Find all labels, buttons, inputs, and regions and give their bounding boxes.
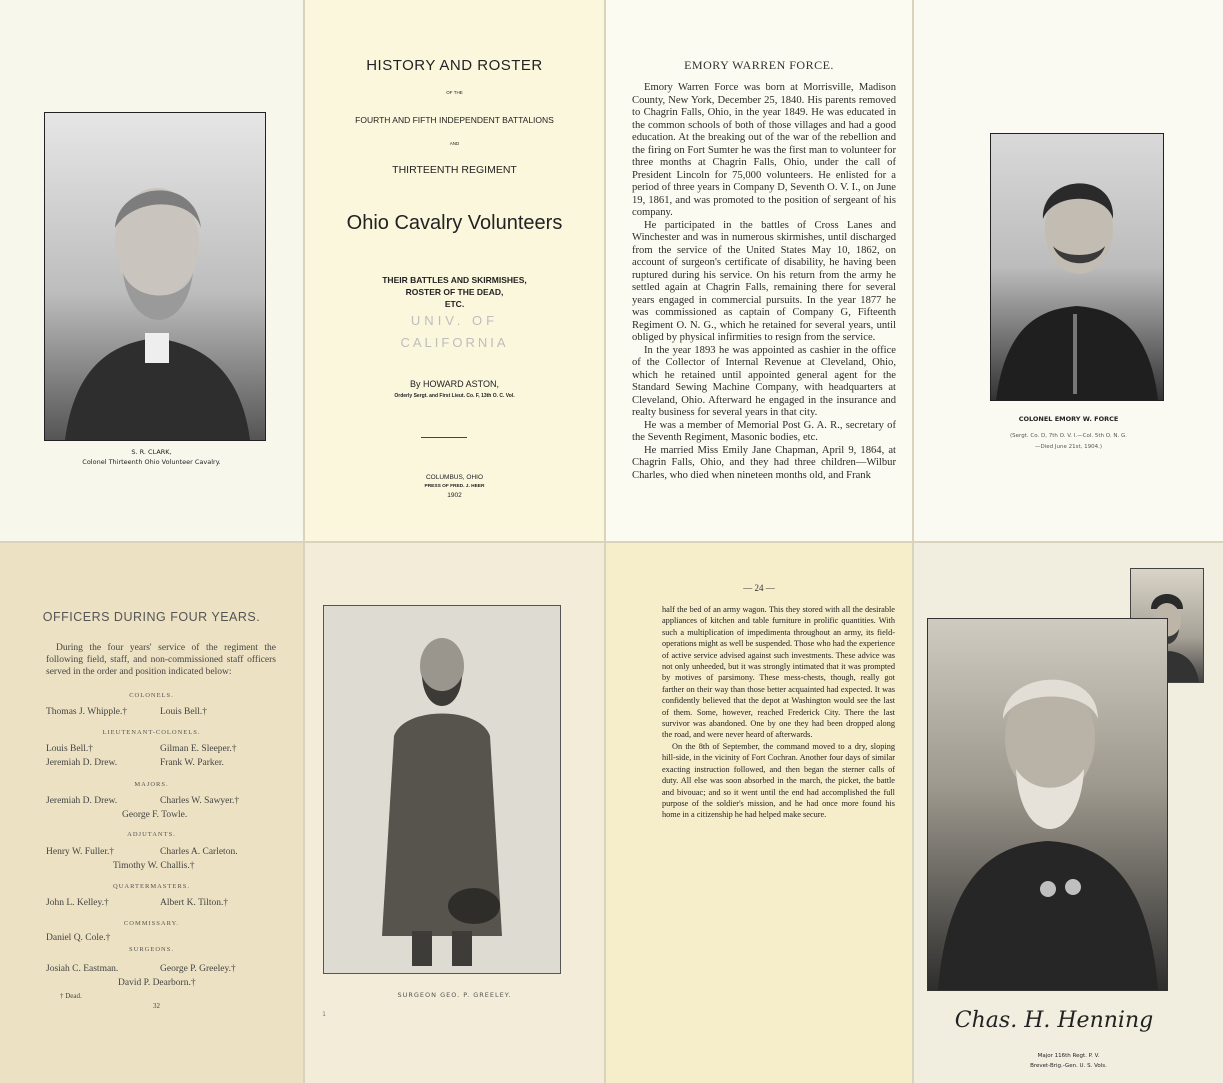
author-rank: Orderly Sergt. and First Lieut. Co. F, 13th O. C. Vol. (394, 393, 515, 399)
clark-portrait-image (45, 113, 265, 440)
biography-text (632, 82, 896, 482)
page-force-biography (606, 0, 912, 541)
text-paragraph: On the 8th of September, the command moved to a dry, sloping hill-side, in the vicinity of Fort Cochran. Another four days of similar exacting instruction followed, and then began the sterner calls of duty. All else was soon absorbed in the march, the picket, the battle and bivouac; and so it went until the end had accomplished the full purpose of the soldier's mission, and he had once more found his home in a citizenship he had helped make secure. (662, 741, 895, 820)
henning-caption-1: Major 116th Regt. P. V. (1037, 1053, 1100, 1059)
officer-name: Charles W. Sawyer.† (160, 796, 240, 806)
title-of-the: OF THE (446, 90, 463, 95)
bio-paragraph: He was a member of Memorial Post G. A. R., secretary of the Seventh Regiment, Masonic bodies, etc. (632, 419, 896, 443)
officer-name: Gilman E. Sleeper.† (160, 744, 237, 754)
henning-photo (927, 618, 1168, 991)
publisher-place: COLUMBUS, OHIO (425, 474, 484, 481)
page-greeley-portrait (305, 543, 604, 1083)
page-henning-portrait (914, 543, 1223, 1083)
officer-name: Thomas J. Whipple.† (46, 707, 128, 717)
page-force-portrait (914, 0, 1223, 541)
bio-paragraph: Emory Warren Force was born at Morrisville, Madison County, New York, December 25, 1840. His parents removed to Chagrin Falls, Ohio, in the year 1849. He was educated in the common schools of both of those villages and had a good education. At the breaking out of the war of the rebellion and the firing on Fort Sumter he was the first man to volunteer for three months at Chagrin Falls, Ohio, under the call of President Lincoln for 75,000 volunteers. He enlisted for a period of three years in Company D, Seventh O. V. I., on June 19, 1861, and was promoted to the position of sergeant of his company. (632, 82, 896, 218)
title-and: AND (449, 141, 460, 146)
officer-name: Frank W. Parker. (160, 758, 224, 768)
officers-title: OFFICERS DURING FOUR YEARS. (42, 610, 261, 624)
officer-name: John L. Kelley.† (46, 898, 109, 908)
title-thirteenth-regiment: THIRTEENTH REGIMENT (392, 164, 517, 176)
author-line: By HOWARD ASTON, (409, 379, 499, 389)
officer-name: George P. Greeley.† (160, 964, 236, 974)
title-main: Ohio Cavalry Volunteers (346, 212, 563, 234)
greeley-page-mark: 1 (322, 1011, 326, 1018)
publisher-press: PRESS OF FRED. J. HEER (424, 484, 485, 489)
greeley-caption: SURGEON GEO. P. GREELEY. (397, 991, 512, 999)
title-history-roster: HISTORY AND ROSTER (366, 57, 543, 74)
page-clark-portrait (0, 0, 303, 541)
officers-intro: During the four years' service of the regiment the following field, staff, and non-commissioned staff officers served in the order and position indicated below: (46, 643, 276, 677)
officer-name: Albert K. Tilton.† (160, 898, 229, 908)
library-stamp-1: UNIV. OF (410, 313, 499, 328)
officer-name: Jeremiah D. Drew. (46, 758, 118, 768)
officer-name: Josiah C. Eastman. (46, 964, 119, 974)
heading-lt-colonels: LIEUTENANT-COLONELS. (102, 729, 201, 736)
force-caption-detail-1: (Sergt. Co. D, 7th O. V. I.—Col. 5th O. N. G. (1010, 433, 1127, 439)
greeley-photo (323, 605, 561, 974)
force-caption-detail-2: —Died June 21st, 1904.) (1034, 444, 1103, 450)
officer-name: Timothy W. Challis.† (113, 861, 195, 871)
bio-paragraph: In the year 1893 he was appointed as cashier in the office of the Collector of Internal Revenue at Cleveland, Ohio, which he retained until appointed general agent for the Standard Sewing Machine Company, with headquarters at Cleveland, Ohio. Afterward he engaged in the insurance and realty business for several years in that city. (632, 344, 896, 418)
officer-name: Daniel Q. Cole.† (46, 933, 111, 943)
subtitle-battles: THEIR BATTLES AND SKIRMISHES, (382, 275, 527, 285)
subtitle-etc: ETC. (444, 299, 465, 309)
officer-name: David P. Dearborn.† (118, 978, 196, 988)
page-24-text (662, 604, 895, 821)
heading-majors: MAJORS. (134, 781, 169, 788)
heading-commissary: COMMISSARY. (123, 920, 180, 927)
officer-name: Henry W. Fuller.† (46, 847, 115, 857)
force-portrait-image (991, 134, 1163, 400)
biography-title: EMORY WARREN FORCE. (684, 58, 834, 72)
officer-name: George F. Towle. (122, 810, 188, 820)
greeley-portrait-image (324, 606, 560, 973)
library-stamp-2: CALIFORNIA (400, 335, 509, 350)
officer-name: Charles A. Carleton. (160, 847, 238, 857)
henning-signature: Chas. H. Henning (954, 1008, 1154, 1033)
heading-quartermasters: QUARTERMASTERS. (113, 883, 190, 890)
force-caption-name: COLONEL EMORY W. FORCE (1018, 415, 1119, 423)
footnote-dead: † Dead. (60, 992, 82, 1000)
officer-name: Louis Bell.† (160, 707, 207, 717)
bio-paragraph: He participated in the battles of Cross Lanes and Winchester and was in numerous skirmishes, until discharged from the service of the United States May 10, 1862, on account of surgeon's certificate of disability, he having been ruptured during his service. On his return from the army he settled again at Chagrin Falls, remaining there for several years engaged in commercial pursuits. In the year 1877 he was commissioned as captain of Company G, Fifteenth Regiment O. N. G., which he retained for several years, until obliged by physical infirmities to resign from the service. (632, 219, 896, 343)
page-number-24: — 24 — (743, 583, 775, 593)
heading-colonels: COLONELS. (129, 692, 174, 699)
heading-adjutants: ADJUTANTS. (127, 831, 176, 838)
clark-caption-name: S. R. CLARK, (131, 448, 172, 456)
force-photo (990, 133, 1164, 401)
page-number-32: 32 (153, 1002, 160, 1010)
title-battalions: FOURTH AND FIFTH INDEPENDENT BATTALIONS (355, 115, 554, 125)
clark-caption-title: Colonel Thirteenth Ohio Volunteer Cavalry. (82, 458, 221, 466)
publisher-year: 1902 (447, 492, 462, 499)
page-title-page (305, 0, 604, 541)
clark-photo (44, 112, 266, 441)
heading-surgeons: SURGEONS. (129, 946, 174, 953)
officer-name: Jeremiah D. Drew. (46, 796, 118, 806)
officer-name: Louis Bell.† (46, 744, 93, 754)
text-paragraph: half the bed of an army wagon. This they stored with all the desirable appliances of kitchen and table furniture in prolific quantities. With such a multiplication of impedimenta throughout an army, its field-operations might as well be suspended. Those who had the experience of active service advised against such investments. These advice was not only unheeded, but it was strongly intimated that it was prompted by motives of parsimony. These mess-chests, though, really got farther on their way than those better acquainted had expected. It was confidently believed that the depot at Washington would see the last of them. Some, however, reached Frederick City. There the last survivor was abandoned. One by one they had been dropped along the road, and were never heard of afterwards. (662, 605, 895, 740)
henning-portrait-image (928, 619, 1167, 990)
bio-paragraph: He married Miss Emily Jane Chapman, April 9, 1864, at Chagrin Falls, Ohio, and they had three children—Wilbur Charles, who died when nineteen months old, and Frank (632, 444, 896, 481)
henning-caption-2: Brevet-Brig.-Gen. U. S. Vols. (1030, 1063, 1107, 1069)
subtitle-roster: ROSTER OF THE DEAD, (405, 287, 504, 297)
title-rule (421, 437, 467, 438)
